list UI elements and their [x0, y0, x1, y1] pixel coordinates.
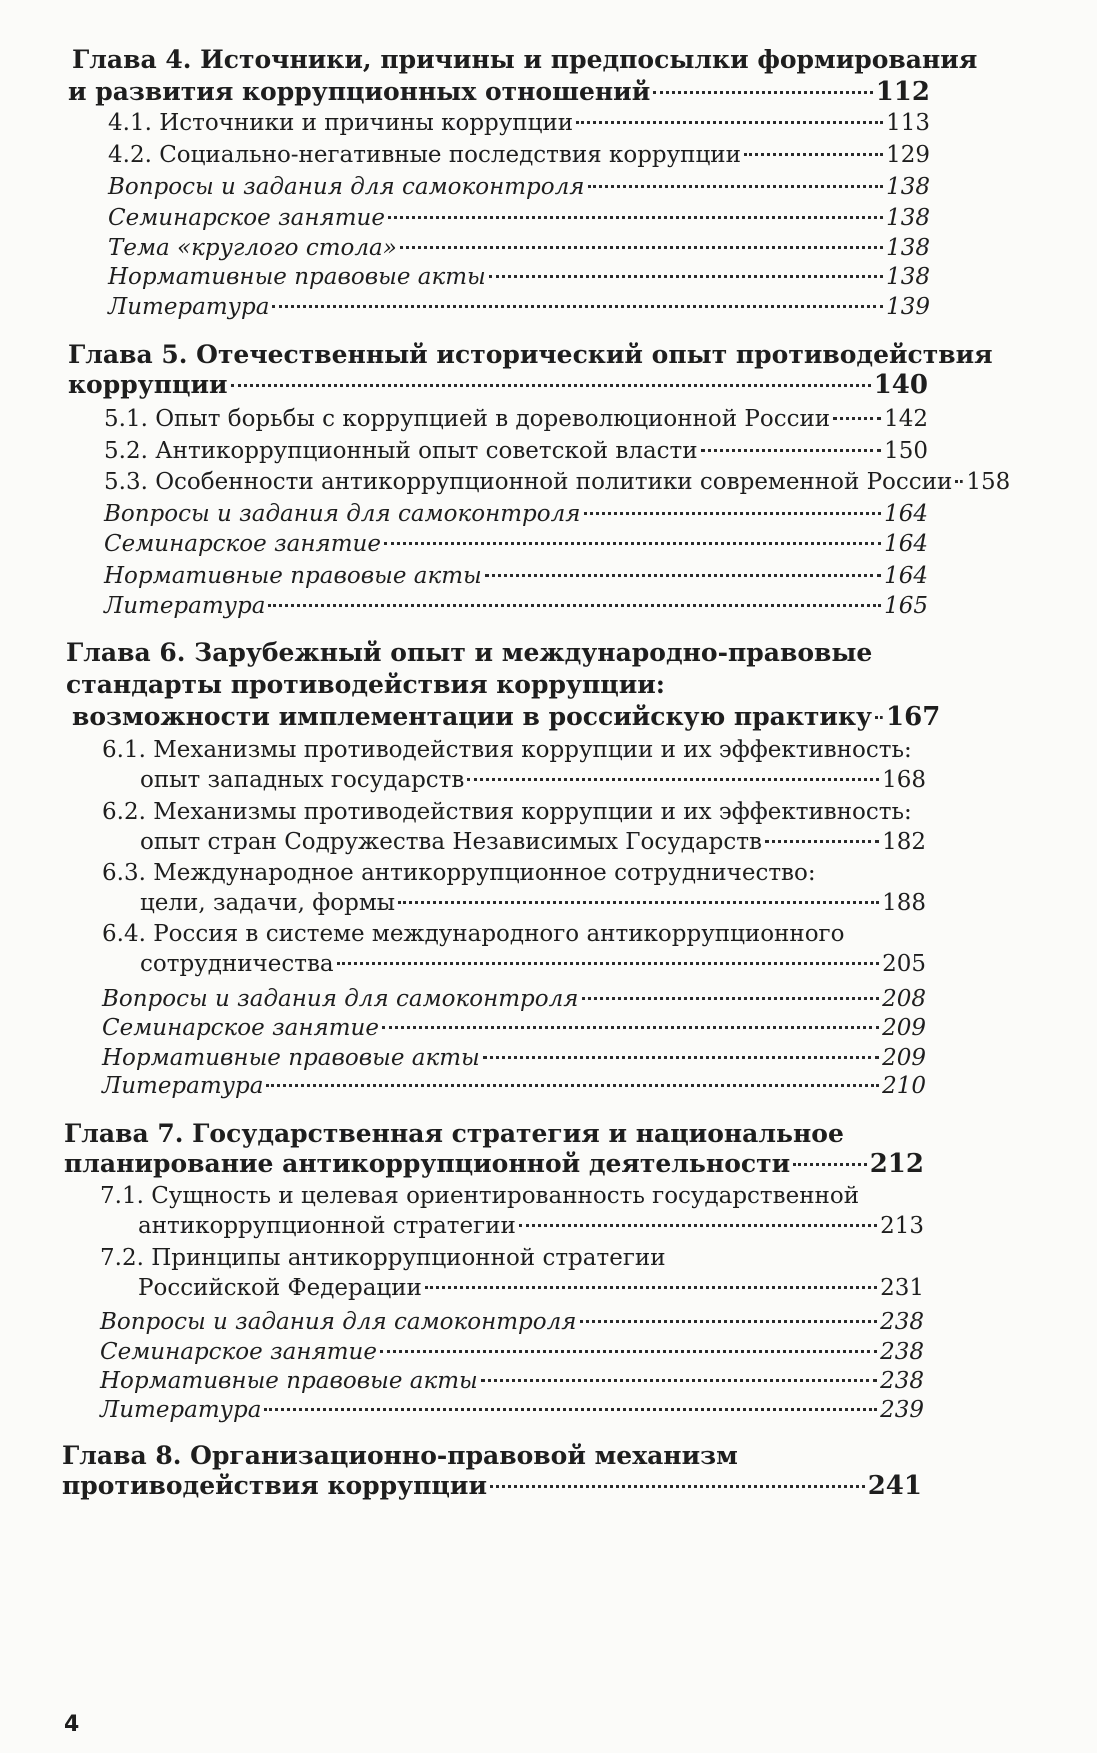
toc-entry-title: 5.1. Опыт борьбы с коррупцией в дореволюционной России — [104, 406, 831, 432]
toc-entry[interactable] — [140, 827, 926, 857]
toc-entry-line: опыт стран Содружества Независимых Государств — [140, 829, 762, 855]
entry-page-number: 238 — [880, 1368, 924, 1394]
toc-entry-title: Нормативные правовые акты — [102, 1045, 480, 1071]
entry-page-number: 150 — [884, 438, 928, 464]
entry-page-number: 213 — [880, 1213, 924, 1239]
toc-entry-title: Семинарское занятие — [104, 531, 381, 557]
toc-entry-title: Семинарское занятие — [100, 1339, 377, 1365]
chapter-title-line: коррупции — [68, 370, 228, 399]
toc-entry-line: цели, задачи, формы — [140, 890, 396, 916]
dot-leader — [481, 1379, 877, 1382]
chapter-title-line: стандарты противодействия коррупции: — [66, 670, 666, 699]
dot-leader — [588, 185, 884, 188]
dot-leader — [584, 512, 882, 515]
toc-entry[interactable] — [100, 1366, 924, 1396]
toc-entry-title: 5.3. Особенности антикоррупционной политики современной России — [104, 469, 953, 495]
entry-page-number: 113 — [886, 110, 930, 136]
page-number: 4 — [64, 1712, 80, 1737]
dot-leader — [264, 1408, 877, 1411]
toc-entry[interactable] — [104, 499, 928, 529]
toc-entry-line: сотрудничества — [140, 951, 334, 977]
dot-leader — [268, 604, 881, 607]
chapter-title-line: Глава 4. Источники, причины и предпосылки формирования — [72, 45, 978, 74]
entry-page-number: 238 — [880, 1339, 924, 1365]
dot-leader — [875, 716, 883, 719]
toc-entry-title: Вопросы и задания для самоконтроля — [104, 501, 581, 527]
toc-entry[interactable] — [104, 591, 928, 621]
chapter-title-row[interactable] — [62, 1471, 922, 1501]
dot-leader — [485, 574, 881, 577]
toc-entry[interactable] — [104, 529, 928, 559]
chapter-page-number: 140 — [873, 370, 928, 400]
chapter-page-number: 212 — [869, 1149, 924, 1179]
chapter-title-line: и развития коррупционных отношений — [68, 77, 651, 106]
toc-entry-title: Семинарское занятие — [108, 205, 385, 231]
chapter-title-line: Глава 8. Организационно-правовой механизм — [62, 1441, 738, 1470]
dot-leader — [266, 1084, 879, 1087]
toc-entry-line: 6.4. Россия в системе международного антикоррупционного — [102, 921, 845, 947]
toc-entry[interactable] — [104, 404, 928, 434]
entry-page-number: 209 — [882, 1015, 926, 1041]
toc-entry[interactable] — [100, 1337, 924, 1367]
chapter-title-line: Глава 5. Отечественный исторический опыт противодействия — [68, 340, 993, 369]
dot-leader — [467, 778, 879, 781]
entry-page-number: 208 — [882, 986, 926, 1012]
entry-page-number: 238 — [880, 1309, 924, 1335]
dot-leader — [955, 480, 963, 483]
entry-page-number: 139 — [886, 294, 930, 320]
entry-page-number: 138 — [886, 235, 930, 261]
toc-entry[interactable] — [108, 292, 930, 322]
entry-page-number: 142 — [884, 406, 928, 432]
dot-leader — [483, 1056, 879, 1059]
toc-entry-title: Нормативные правовые акты — [104, 563, 482, 589]
toc-entry-line: 6.1. Механизмы противодействия коррупции и их эффективность: — [102, 737, 912, 763]
toc-entry[interactable] — [108, 172, 930, 202]
toc-entry[interactable] — [102, 984, 926, 1014]
dot-leader — [400, 246, 883, 249]
toc-entry-line: 7.2. Принципы антикоррупционной стратегии — [100, 1245, 666, 1271]
entry-page-number: 165 — [884, 593, 928, 619]
toc-entry[interactable] — [138, 1273, 924, 1303]
toc-entry-line: антикоррупционной стратегии — [138, 1213, 516, 1239]
dot-leader — [765, 840, 879, 843]
dot-leader — [425, 1286, 877, 1289]
toc-entry-title: Литература — [100, 1397, 262, 1423]
toc-entry[interactable] — [104, 561, 928, 591]
toc-entry[interactable] — [108, 262, 930, 292]
dot-leader — [582, 997, 880, 1000]
toc-entry[interactable] — [104, 467, 1011, 497]
toc-entry[interactable] — [102, 1043, 926, 1073]
dot-leader — [384, 542, 881, 545]
entry-page-number: 164 — [884, 501, 928, 527]
dot-leader — [337, 962, 879, 965]
entry-page-number: 205 — [882, 951, 926, 977]
toc-entry[interactable] — [108, 203, 930, 233]
entry-page-number: 138 — [886, 205, 930, 231]
dot-leader — [490, 1485, 865, 1488]
toc-entry[interactable] — [140, 888, 926, 918]
toc-entry-title: Литература — [108, 294, 270, 320]
chapter-title-line: возможности имплементации в российскую практику — [72, 702, 873, 731]
toc-entry[interactable] — [104, 436, 928, 466]
entry-page-number: 138 — [886, 174, 930, 200]
entry-page-number: 129 — [886, 142, 930, 168]
entry-page-number: 164 — [884, 531, 928, 557]
dot-leader — [489, 275, 883, 278]
entry-page-number: 209 — [882, 1045, 926, 1071]
toc-entry-title: 4.1. Источники и причины коррупции — [108, 110, 574, 136]
chapter-title-row[interactable] — [68, 370, 928, 400]
toc-entry[interactable] — [100, 1395, 924, 1425]
entry-page-number: 182 — [882, 829, 926, 855]
toc-entry[interactable] — [108, 108, 930, 138]
entry-page-number: 239 — [880, 1397, 924, 1423]
entry-page-number: 210 — [882, 1073, 926, 1099]
toc-entry-line: опыт западных государств — [140, 767, 465, 793]
toc-entry-title: Нормативные правовые акты — [100, 1368, 478, 1394]
chapter-page-number: 241 — [867, 1471, 922, 1501]
toc-entry-title: 5.2. Антикоррупционный опыт советской власти — [104, 438, 698, 464]
toc-entry-title: Литература — [102, 1073, 264, 1099]
chapter-title-row[interactable] — [72, 702, 941, 732]
toc-entry-title: Литература — [104, 593, 266, 619]
entry-page-number: 188 — [882, 890, 926, 916]
toc-entry[interactable] — [100, 1307, 924, 1337]
toc-entry-line: Российской Федерации — [138, 1275, 422, 1301]
entry-page-number: 164 — [884, 563, 928, 589]
toc-entry-line: 6.3. Международное антикоррупционное сотрудничество: — [102, 860, 816, 886]
entry-page-number: 168 — [882, 767, 926, 793]
toc-entry[interactable] — [140, 949, 926, 979]
entry-page-number: 138 — [886, 264, 930, 290]
dot-leader — [398, 901, 879, 904]
chapter-title-line: Глава 6. Зарубежный опыт и международно-правовые — [66, 638, 873, 667]
dot-leader — [653, 91, 872, 94]
toc-entry-line: 7.1. Сущность и целевая ориентированность государственной — [100, 1183, 860, 1209]
dot-leader — [272, 305, 883, 308]
chapter-title-line: планирование антикоррупционной деятельности — [64, 1149, 791, 1178]
dot-leader — [833, 417, 881, 420]
toc-entry-title: Тема «круглого стола» — [108, 235, 397, 261]
chapter-title-line: противодействия коррупции — [62, 1471, 487, 1500]
toc-entry-title: Семинарское занятие — [102, 1015, 379, 1041]
chapter-title-row[interactable] — [64, 1149, 924, 1179]
dot-leader — [576, 121, 883, 124]
chapter-page-number: 167 — [886, 702, 941, 732]
dot-leader — [744, 153, 883, 156]
toc-entry[interactable] — [108, 140, 930, 170]
toc-entry[interactable] — [108, 233, 930, 263]
chapter-title-row[interactable] — [68, 77, 930, 107]
toc-entry-title: Вопросы и задания для самоконтроля — [102, 986, 579, 1012]
dot-leader — [231, 384, 871, 387]
dot-leader — [580, 1320, 878, 1323]
toc-entry-title: Вопросы и задания для самоконтроля — [100, 1309, 577, 1335]
dot-leader — [701, 449, 882, 452]
toc-entry-line: 6.2. Механизмы противодействия коррупции и их эффективность: — [102, 799, 912, 825]
dot-leader — [380, 1350, 877, 1353]
entry-page-number: 231 — [880, 1275, 924, 1301]
entry-page-number: 158 — [966, 469, 1011, 495]
chapter-title-line: Глава 7. Государственная стратегия и национальное — [64, 1119, 844, 1148]
toc-entry-title: Нормативные правовые акты — [108, 264, 486, 290]
toc-entry-title: 4.2. Социально-негативные последствия коррупции — [108, 142, 741, 168]
toc-entry-title: Вопросы и задания для самоконтроля — [108, 174, 585, 200]
chapter-page-number: 112 — [875, 77, 930, 107]
dot-leader — [793, 1163, 867, 1166]
toc-entry[interactable] — [140, 765, 926, 795]
toc-entry[interactable] — [138, 1211, 924, 1241]
toc-entry[interactable] — [102, 1071, 926, 1101]
dot-leader — [388, 216, 883, 219]
dot-leader — [519, 1224, 877, 1227]
toc-entry[interactable] — [102, 1013, 926, 1043]
dot-leader — [382, 1026, 879, 1029]
